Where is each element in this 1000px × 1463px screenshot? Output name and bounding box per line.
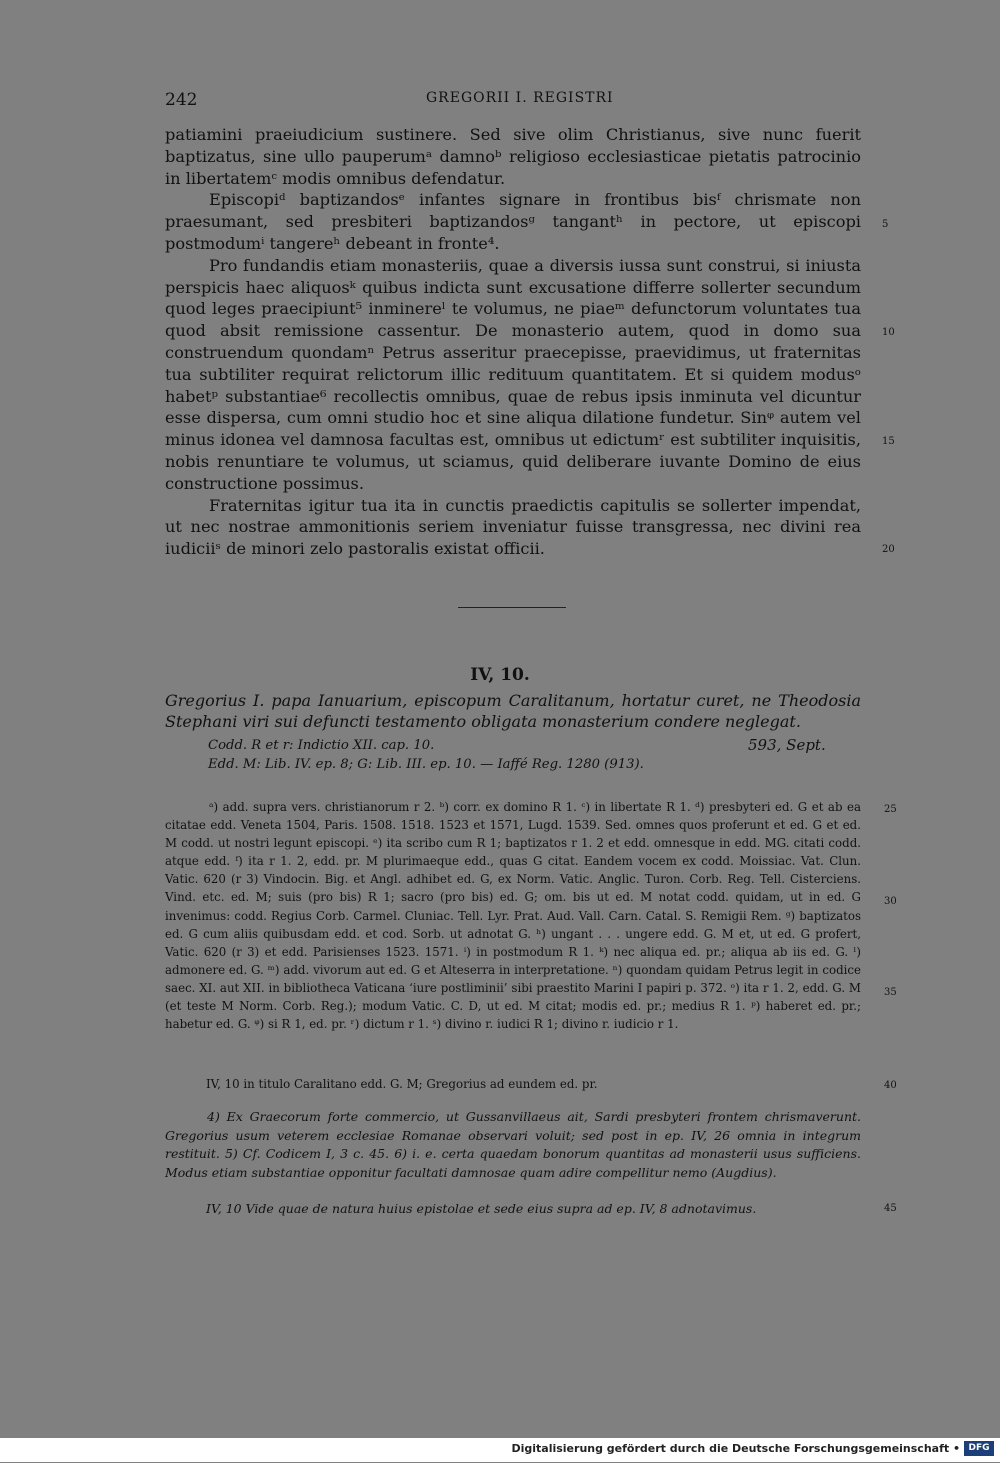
commentary-final: IV, 10 Vide quae de natura huius epistolae et sede eius supra ad ep. IV, 8 adnotavimus.: [206, 1201, 757, 1216]
apparatus-notes: ᵃ) add. supra vers. christianorum r 2. ᵇ) corr. ex domino R 1. ᶜ) in libertate R 1. ᵈ) presbyteri ed. G et ab ea citatae edd. Veneta 1504, Paris. 1508. 1518. 1523 et 1571, Lugd. 1539. Sed. omnes quos proferunt et ed. G et ed. M codd. ut nostri legunt episcopi. ᵉ) ita scribo cum R 1; baptizatos r 1. 2 et edd. omnesque in edd. MG. citati codd. atque edd. ᶠ) ita r 1. 2, edd. pr. M plurimaeque edd., quas G citat. Eandem vocem ex codd. Moissiac. Vat. Clun. Vatic. 620 (r 3) Vindocin. Big. et Angl. adhibet ed. G, ex Norm. Vatic. Anglic. Turon. Corb. Reg. Tell. Cisterciens. Vind. etc. ed. M; suis (pro bis) R 1; sacro (pro bis) ed. G; om. bis ut ed. M notat codd. quidam, ut in ed. G invenimus: codd. Regius Corb. Carmel. Cluniac. Tell. Lyr. Prat. Aud. Vall. Carn. Catal. S. Remigii Rem. ᵍ) baptizatos ed. G cum aliis quibusdam edd. et cod. Sorb. ut adnotat G. ʰ) ungant . . . ungere edd. G. M et, ut ed. G profert, Vatic. 620 (r 3) et edd. Parisienses 1523. 1571. ⁱ) in postmodum R 1. ᵏ) nec aliqua ed. pr.; aliqua ab iis ed. G. ˡ) admonere ed. G. ᵐ) add. vivorum aut ed. G et Alteserra in interpretatione. ⁿ) quondam quidam Petrus legit in codice saec. XI. aut XII. in bibliotheca Vaticana ‘iure postliminii’ sibi praestito Marini I papiri p. 372. ᵒ) ita r 1. 2, edd. G. M (et teste M Norm. Corb. Reg.); modum Vatic. C. D, ut ed. M citat; modis ed. pr.; medius R 1. ᵖ) haberet ed. pr.; habetur ed. G. ᵠ) si R 1, ed. pr. ʳ) dictum r 1. ˢ) divino r. iudici R 1; divino r. iudicio r 1.: [165, 800, 861, 1032]
body-paragraph: patiamini praeiudicium sustinere. Sed sive olim Christianus, sive nunc fuerit baptizatus, sine ullo pauperumᵃ damnoᵇ religioso ecclesiasticae pietatis patrocinio in libertatemᶜ modis omnibus defendatur.: [165, 125, 861, 188]
line-number: 15: [882, 436, 895, 447]
line-number: 10: [882, 327, 895, 338]
body-paragraph: Fraternitas igitur tua ita in cunctis praedictis capitulis se sollerter impendat, ut nec nostrae ammonitionis seriem inveniatur fuisse transgressa, nec divini rea iudiciiˢ de minori zelo pastoralis existat officii.: [165, 495, 861, 559]
line-number: 20: [882, 544, 895, 555]
letter-body: [165, 124, 861, 560]
running-title: GREGORII I. REGISTRI: [426, 90, 614, 106]
body-paragraph: Pro fundandis etiam monasteriis, quae a diversis iussa sunt construi, si iniusta perspicis haec aliquosᵏ quibus indicta sunt excusatione differre sollerter secundum quod leges praecipiunt⁵ inminereˡ te volumus, ne piaeᵐ defunctorum voluntates tua quod absit remissione cassentur. De monasterio autem, quod in domo sua construendum quondamⁿ Petrus asseritur praecepisse, praevidimus, ut fraternitas tua subtiliter requirat relictorum illic redituum quantitatem. Et si quidem modusᵒ habetᵖ substantiae⁶ recollectis omnibus, quae de rebus ipsis inminuta vel dicuntur esse dispersa, cum omni studio hoc et sine aliqua dilatione fundetur. Sinᵠ autem vel minus idonea vel damnosa facultas est, omnibus ut edictumʳ est subtiliter inquisitis, nobis renuntiare te volumus, ut sciamus, quid deliberare iuvante Domino de eius constructione possimus.: [165, 255, 861, 493]
body-paragraph: Episcopiᵈ baptizandosᵉ infantes signare in frontibus bisᶠ chrismate non praesumant, sed presbiteri baptizandosᵍ tangantʰ in pectore, ut episcopi postmodumⁱ tangereʰ debeant in fronte⁴.: [165, 190, 861, 253]
line-number: 40: [884, 1080, 897, 1091]
letter-summary: Gregorius I. papa Ianuarium, episcopum Caralitanum, hortatur curet, ne Theodosia Stephani viri sui defuncti testamento obligata monasterium condere neglegat.: [165, 691, 861, 731]
critical-apparatus: [165, 798, 861, 1033]
letter-date: 593, Sept.: [748, 736, 826, 754]
line-number: 30: [884, 896, 897, 907]
editions-line: Edd. M: Lib. IV. ep. 8; G: Lib. III. ep. 10. — Iaffé Reg. 1280 (913).: [208, 757, 644, 772]
line-number: 25: [884, 804, 897, 815]
page-number: 242: [165, 90, 198, 110]
line-number: 45: [884, 1203, 897, 1214]
section-number: IV, 10.: [470, 665, 530, 685]
dfg-logo: DFG: [964, 1441, 994, 1456]
commentary-notes: [165, 1108, 861, 1183]
commentary-text: 4) Ex Graecorum forte commercio, ut Gussanvillaeus ait, Sardi presbyteri frontem chrismaverunt. Gregorius usum veterem ecclesiae Romanae observari voluit; sed post in ep. IV, 26 omnia in integrum restituit. 5) Cf. Codicem I, 3 c. 45. 6) i. e. certa quaedam bonorum quantitas ad monasterii usus sufficiens. Modus etiam substantiae opponitur facultati damnosae quam adire compellitur nemo (Augdius).: [165, 1109, 861, 1181]
section-divider: [458, 607, 566, 608]
line-number: 35: [884, 987, 897, 998]
line-number: 5: [882, 219, 889, 230]
footer-credit: Digitalisierung gefördert durch die Deutsche Forschungsgemeinschaft •: [511, 1442, 960, 1455]
apparatus-title-note: IV, 10 in titulo Caralitano edd. G. M; Gregorius ad eundem ed. pr.: [206, 1077, 598, 1091]
codices-line: Codd. R et r: Indictio XII. cap. 10.: [208, 738, 435, 753]
